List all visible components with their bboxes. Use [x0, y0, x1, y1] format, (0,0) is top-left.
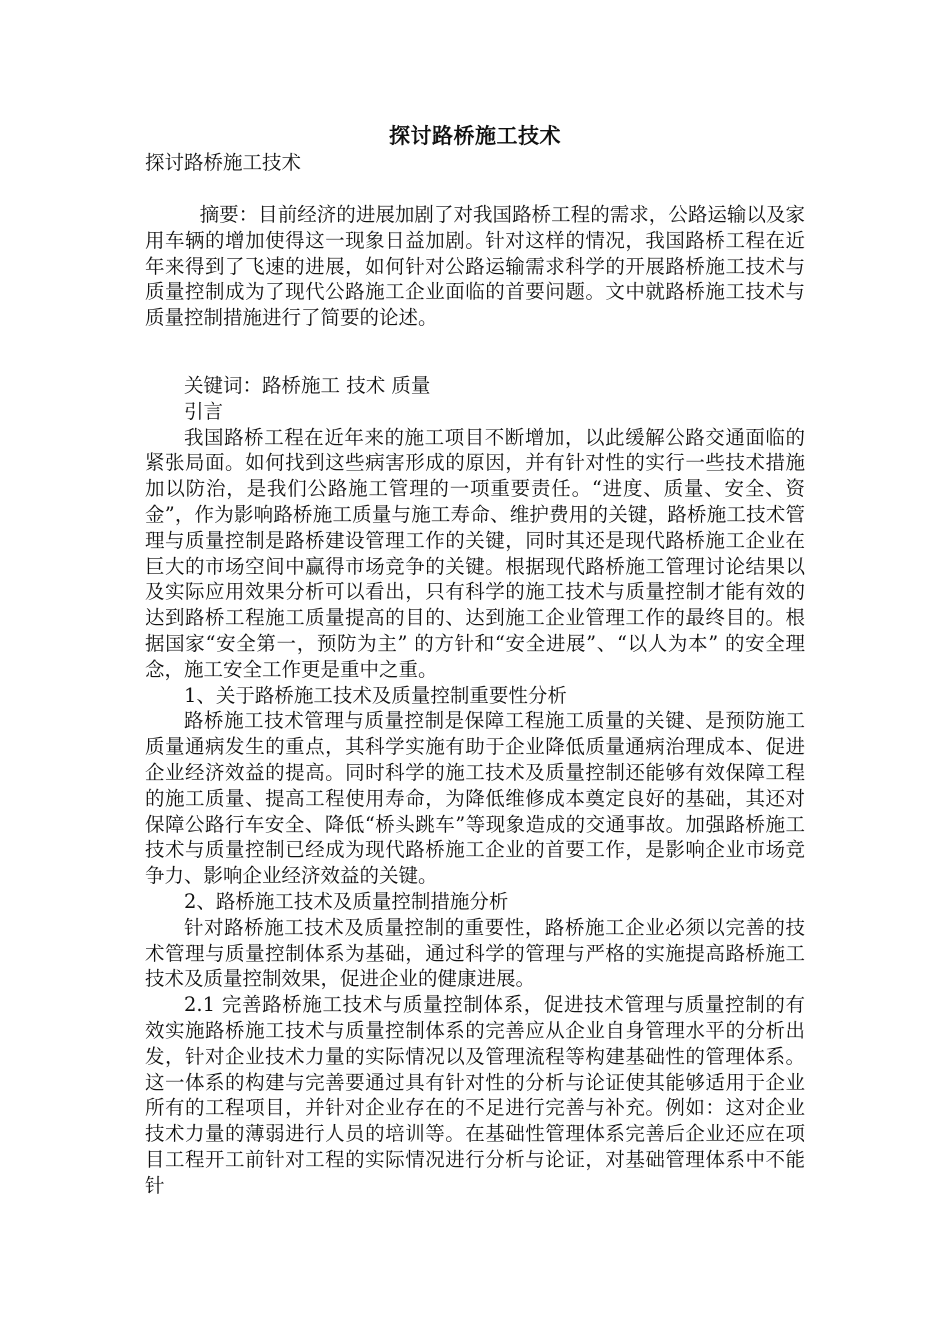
- section2-1-paragraph: 2.1 完善路桥施工技术与质量控制体系，促进技术管理与质量控制的有效实施路桥施工技术与质量控制体系的完善应从企业自身管理水平的分析出发，针对企业技术力量的实际情况以及管理流程等构建基础性的管理体系。这一体系的构建与完善要通过具有针对性的分析与论证使其能够适用于企业所有的工程项目，并针对企业存在的不足进行完善与补充。例如：这对企业技术力量的薄弱进行人员的培训等。在基础性管理体系完善后企业还应在项目工程开工前针对工程的实际情况进行分析与论证，对基础管理体系中不能针: [145, 993, 805, 1197]
- section1-heading: 1、关于路桥施工技术及质量控制重要性分析: [184, 683, 567, 707]
- document-subtitle: 探讨路桥施工技术: [145, 151, 302, 174]
- intro-heading: 引言: [184, 399, 224, 423]
- section2-heading: 2、路桥施工技术及质量控制措施分析: [184, 889, 509, 913]
- document-title: 探讨路桥施工技术: [389, 123, 561, 148]
- abstract-paragraph: 摘要：目前经济的进展加剧了对我国路桥工程的需求，公路运输以及家用车辆的增加使得这一现象日益加剧。针对这样的情况，我国路桥工程在近年来得到了飞速的进展，如何针对公路运输需求科学的开展路桥施工技术与质量控制成为了现代公路施工企业面临的首要问题。文中就路桥施工技术与质量控制措施进行了简要的论述。: [145, 203, 805, 330]
- keywords-line: 关键词：路桥施工 技术 质量: [184, 374, 431, 397]
- section2-paragraph: 针对路桥施工技术及质量控制的重要性，路桥施工企业必须以完善的技术管理与质量控制体系为基础，通过科学的管理与严格的实施提高路桥施工技术及质量控制效果，促进企业的健康进展。: [145, 915, 805, 991]
- main-body: [145, 373, 805, 1199]
- abstract-block: [145, 202, 805, 331]
- intro-paragraph: 我国路桥工程在近年来的施工项目不断增加，以此缓解公路交通面临的紧张局面。如何找到这些病害形成的原因，并有针对性的实行一些技术措施加以防治，是我们公路施工管理的一项重要责任。“进度、质量、安全、资金”，作为影响路桥施工质量与施工寿命、维护费用的关键，路桥施工技术管理与质量控制是路桥建设管理工作的关键，同时其还是现代路桥施工企业在巨大的市场空间中赢得市场竞争的关键。根据现代路桥施工管理讨论结果以及实际应用效果分析可以看出，只有科学的施工技术与质量控制才能有效的达到路桥工程施工质量提高的目的、达到施工企业管理工作的最终目的。根据国家“安全第一，预防为主” 的方针和“安全进展”、“以人为本” 的安全理念，施工安全工作更是重中之重。: [145, 425, 805, 681]
- section1-paragraph: 路桥施工技术管理与质量控制是保障工程施工质量的关键、是预防施工质量通病发生的重点，其科学实施有助于企业降低质量通病治理成本、促进企业经济效益的提高。同时科学的施工技术及质量控制还能够有效保障工程的施工质量、提高工程使用寿命，为降低维修成本奠定良好的基础，其还对保障公路行车安全、降低“桥头跳车”等现象造成的交通事故。加强路桥施工技术与质量控制已经成为现代路桥施工企业的首要工作，是影响企业市场竞争力、影响企业经济效益的关键。: [145, 709, 805, 888]
